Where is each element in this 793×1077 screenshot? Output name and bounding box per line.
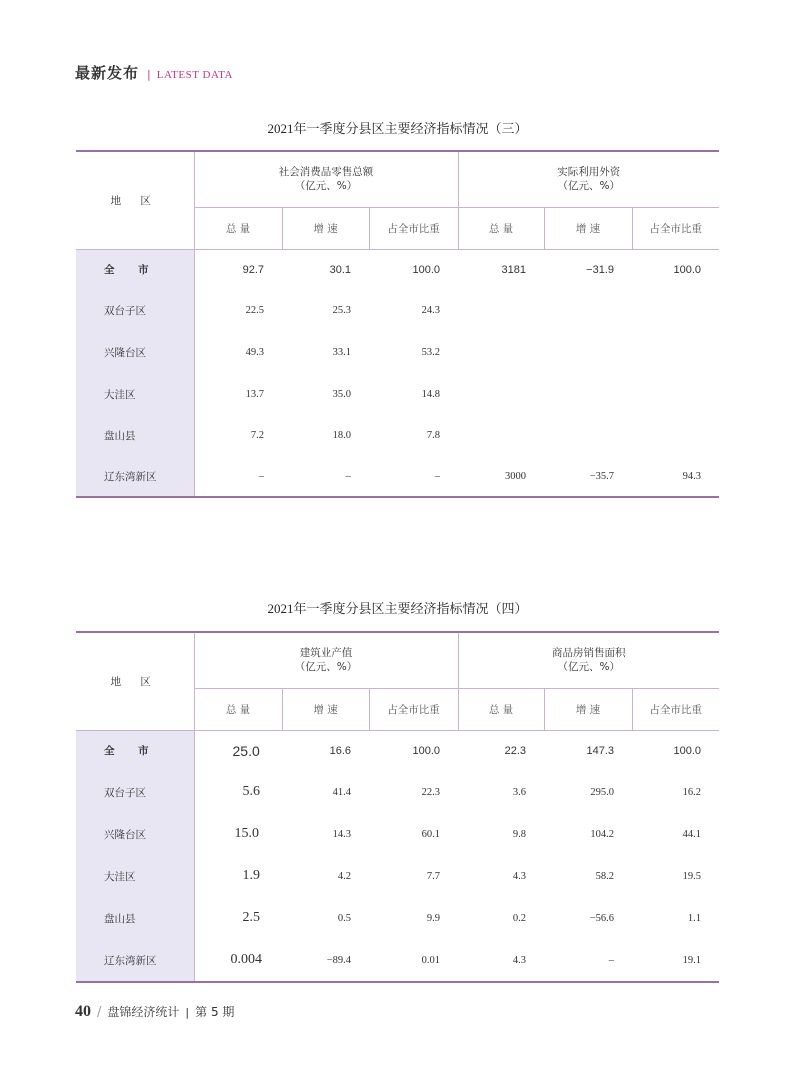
cell: 22.5 <box>194 290 282 331</box>
region-label: 辽东湾新区 <box>104 470 157 483</box>
cell <box>458 331 544 373</box>
region-label: 兴隆台区 <box>104 346 146 359</box>
cell: 15.0 <box>194 813 282 855</box>
cell: 16.6 <box>329 744 351 757</box>
cell: 33.1 <box>332 346 351 358</box>
region-label: 全 市 <box>104 264 159 277</box>
table4-sub-header: 占全市比重 <box>632 688 719 730</box>
table-row <box>76 290 719 331</box>
table4-sub-header: 总 量 <box>194 688 282 730</box>
cell <box>632 415 719 456</box>
cell <box>632 373 719 415</box>
cell <box>458 415 544 456</box>
cell: 1.1 <box>687 912 702 924</box>
region-label: 大洼区 <box>104 388 136 401</box>
table-row <box>76 331 719 373</box>
cell: 7.7 <box>426 870 441 882</box>
region-label: 盘山县 <box>104 912 136 925</box>
table-row <box>76 897 719 939</box>
cell: 22.3 <box>504 744 527 757</box>
cell: 9.9 <box>426 912 441 924</box>
cell: 18.0 <box>332 430 351 441</box>
table-row <box>76 730 719 771</box>
table3-group2-header: 实际利用外资 （亿元、%） <box>458 151 719 207</box>
cell <box>632 290 719 331</box>
table4-title: 2021年一季度分县区主要经济指标情况（四） <box>267 601 528 616</box>
cell: 100.0 <box>412 263 441 276</box>
section-title-en: LATEST DATA <box>156 69 233 81</box>
cell: 0.004 <box>194 939 282 982</box>
cell <box>458 373 544 415</box>
table3-title: 2021年一季度分县区主要经济指标情况（三） <box>267 121 528 136</box>
table3-sub-header: 占全市比重 <box>632 207 719 249</box>
cell: – <box>194 456 282 497</box>
cell: 41.4 <box>332 786 351 798</box>
cell: 53.2 <box>421 346 441 358</box>
cell: 35.0 <box>332 388 351 400</box>
section-title-cn: 最新发布 <box>75 64 140 82</box>
section-header <box>75 62 233 82</box>
cell: 19.5 <box>682 870 702 882</box>
cell: 49.3 <box>194 331 282 373</box>
table4-group2-header: 商品房销售面积 （亿元、%） <box>458 632 719 688</box>
region-label: 兴隆台区 <box>104 828 146 841</box>
table4-group1-header: 建筑业产值 （亿元、%） <box>194 632 458 688</box>
table4-sub-header: 增 速 <box>282 688 369 730</box>
cell: 295.0 <box>590 786 615 798</box>
cell: 104.2 <box>590 828 615 840</box>
cell: 16.2 <box>682 786 702 798</box>
cell: – <box>345 470 351 482</box>
region-label: 盘山县 <box>104 430 136 442</box>
table3-group1-header: 社会消费品零售总额 （亿元、%） <box>194 151 458 207</box>
table-row <box>76 456 719 497</box>
cell: −56.6 <box>589 912 615 924</box>
cell: 24.3 <box>421 305 441 316</box>
cell: 3181 <box>501 263 527 276</box>
section-divider: | <box>147 68 151 81</box>
cell: 2.5 <box>194 897 282 939</box>
cell: 44.1 <box>682 828 702 840</box>
footer-divider: | <box>185 1006 190 1019</box>
table-row <box>76 855 719 897</box>
cell: 4.2 <box>337 870 351 882</box>
cell: 0.5 <box>337 912 351 924</box>
cell: 94.3 <box>682 470 702 482</box>
page-number: 40 <box>75 1003 91 1020</box>
cell: – <box>434 470 441 482</box>
cell: 7.2 <box>194 415 282 456</box>
cell: −89.4 <box>326 954 351 966</box>
footer-slash: / <box>97 1005 102 1020</box>
issue-number: 第 5 期 <box>195 1005 235 1019</box>
cell: 60.1 <box>421 828 441 840</box>
table3-sub-header: 增 速 <box>544 207 632 249</box>
magazine-name: 盘锦经济统计 <box>107 1005 180 1019</box>
table-row <box>76 415 719 456</box>
table4-sub-header: 总 量 <box>458 688 544 730</box>
region-label: 双台子区 <box>104 305 146 317</box>
table4-sub-header: 增 速 <box>544 688 632 730</box>
cell <box>544 290 632 331</box>
table4-region-header: 地 区 <box>76 632 194 730</box>
table3-sub-header: 占全市比重 <box>369 207 458 249</box>
table-row <box>76 939 719 982</box>
cell: 4.3 <box>512 954 527 966</box>
table4 <box>76 631 719 983</box>
cell <box>632 331 719 373</box>
table3-sub-header: 总 量 <box>458 207 544 249</box>
cell <box>544 415 632 456</box>
cell: 25.3 <box>332 305 351 316</box>
cell: 13.7 <box>194 373 282 415</box>
table3 <box>76 150 719 498</box>
cell <box>544 373 632 415</box>
cell: 58.2 <box>595 870 615 882</box>
cell: 3.6 <box>512 786 527 798</box>
cell: 3000 <box>505 470 527 482</box>
cell <box>458 290 544 331</box>
cell: 22.3 <box>421 786 441 798</box>
cell: 100.0 <box>412 744 441 757</box>
cell: 1.9 <box>194 855 282 897</box>
cell: – <box>608 954 615 966</box>
cell: 92.7 <box>194 249 282 290</box>
cell: 30.1 <box>329 263 351 276</box>
table3-sub-header: 总 量 <box>194 207 282 249</box>
table-row <box>76 771 719 813</box>
cell: 100.0 <box>673 744 702 757</box>
cell: 25.0 <box>194 730 282 771</box>
page-footer <box>75 1003 234 1021</box>
table-row <box>76 813 719 855</box>
cell: 14.3 <box>332 828 351 840</box>
cell: 19.1 <box>682 954 702 966</box>
table3-region-header: 地 区 <box>76 151 194 249</box>
table-row <box>76 249 719 290</box>
cell: 14.8 <box>421 388 441 400</box>
table-row <box>76 373 719 415</box>
cell: 0.2 <box>512 912 527 924</box>
cell: 4.3 <box>512 870 527 882</box>
cell: 147.3 <box>586 744 615 757</box>
cell <box>544 331 632 373</box>
region-label: 双台子区 <box>104 786 146 799</box>
cell: −31.9 <box>586 263 615 276</box>
region-label: 大洼区 <box>104 870 136 883</box>
table4-sub-header: 占全市比重 <box>369 688 458 730</box>
cell: 100.0 <box>673 263 702 276</box>
cell: 7.8 <box>426 430 441 441</box>
cell: 5.6 <box>194 771 282 813</box>
region-label: 辽东湾新区 <box>104 954 157 967</box>
cell: 9.8 <box>512 828 527 840</box>
cell: −35.7 <box>589 470 615 482</box>
cell: 0.01 <box>421 954 441 966</box>
region-label: 全 市 <box>104 745 159 758</box>
table3-sub-header: 增 速 <box>282 207 369 249</box>
